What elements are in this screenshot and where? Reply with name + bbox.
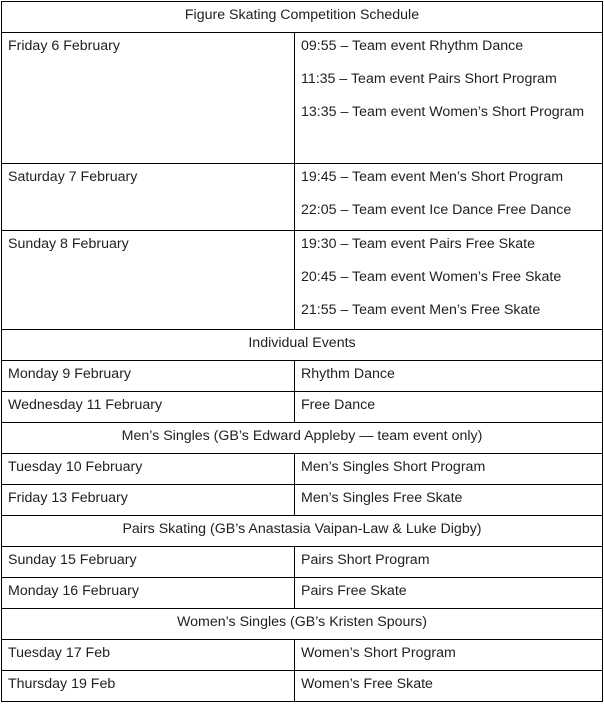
table-title: Figure Skating Competition Schedule bbox=[2, 2, 603, 33]
event-cell: Women’s Free Skate bbox=[295, 671, 603, 702]
schedule-table bbox=[1, 1, 603, 702]
event-cell: Pairs Short Program bbox=[295, 547, 603, 578]
date-cell: Wednesday 11 February bbox=[2, 392, 295, 423]
events-cell bbox=[295, 33, 603, 164]
date-cell: Monday 16 February bbox=[2, 578, 295, 609]
section-heading: Individual Events bbox=[2, 330, 603, 361]
date-cell: Tuesday 10 February bbox=[2, 454, 295, 485]
table-row bbox=[2, 640, 603, 671]
title-row bbox=[2, 2, 603, 33]
section-heading-row bbox=[2, 516, 603, 547]
event-cell: Rhythm Dance bbox=[295, 361, 603, 392]
date-cell: Sunday 15 February bbox=[2, 547, 295, 578]
table-row bbox=[2, 547, 603, 578]
event-cell: Men’s Singles Free Skate bbox=[295, 485, 603, 516]
event-item: 11:35 – Team event Pairs Short Program bbox=[301, 71, 557, 87]
table-row bbox=[2, 361, 603, 392]
section-heading-row bbox=[2, 330, 603, 361]
date-cell: Tuesday 17 Feb bbox=[2, 640, 295, 671]
event-item: 20:45 – Team event Women’s Free Skate bbox=[301, 269, 562, 285]
table-row bbox=[2, 231, 603, 330]
event-item: 13:35 – Team event Women’s Short Program bbox=[301, 104, 585, 120]
table-row bbox=[2, 33, 603, 164]
table-row bbox=[2, 578, 603, 609]
date-cell: Friday 13 February bbox=[2, 485, 295, 516]
section-heading-row bbox=[2, 423, 603, 454]
event-item: 09:55 – Team event Rhythm Dance bbox=[301, 38, 524, 54]
table-row bbox=[2, 671, 603, 702]
date-cell: Thursday 19 Feb bbox=[2, 671, 295, 702]
event-cell: Pairs Free Skate bbox=[295, 578, 603, 609]
table-row bbox=[2, 164, 603, 231]
event-item: 19:30 – Team event Pairs Free Skate bbox=[301, 236, 535, 252]
date-cell: Sunday 8 February bbox=[2, 231, 295, 330]
table-row bbox=[2, 454, 603, 485]
event-item: 19:45 – Team event Men’s Short Program bbox=[301, 169, 564, 185]
date-cell: Friday 6 February bbox=[2, 33, 295, 164]
event-cell: Free Dance bbox=[295, 392, 603, 423]
event-cell: Women’s Short Program bbox=[295, 640, 603, 671]
table-row bbox=[2, 485, 603, 516]
event-item: 22:05 – Team event Ice Dance Free Dance bbox=[301, 202, 572, 218]
events-cell bbox=[295, 231, 603, 330]
date-cell: Monday 9 February bbox=[2, 361, 295, 392]
event-item: 21:55 – Team event Men’s Free Skate bbox=[301, 302, 541, 318]
section-heading: Pairs Skating (GB’s Anastasia Vaipan-Law & Luke Digby) bbox=[2, 516, 603, 547]
section-heading: Women’s Singles (GB’s Kristen Spours) bbox=[2, 609, 603, 640]
section-heading: Men’s Singles (GB’s Edward Appleby — team event only) bbox=[2, 423, 603, 454]
date-cell: Saturday 7 February bbox=[2, 164, 295, 231]
section-heading-row bbox=[2, 609, 603, 640]
events-cell bbox=[295, 164, 603, 231]
event-cell: Men’s Singles Short Program bbox=[295, 454, 603, 485]
table-row bbox=[2, 392, 603, 423]
